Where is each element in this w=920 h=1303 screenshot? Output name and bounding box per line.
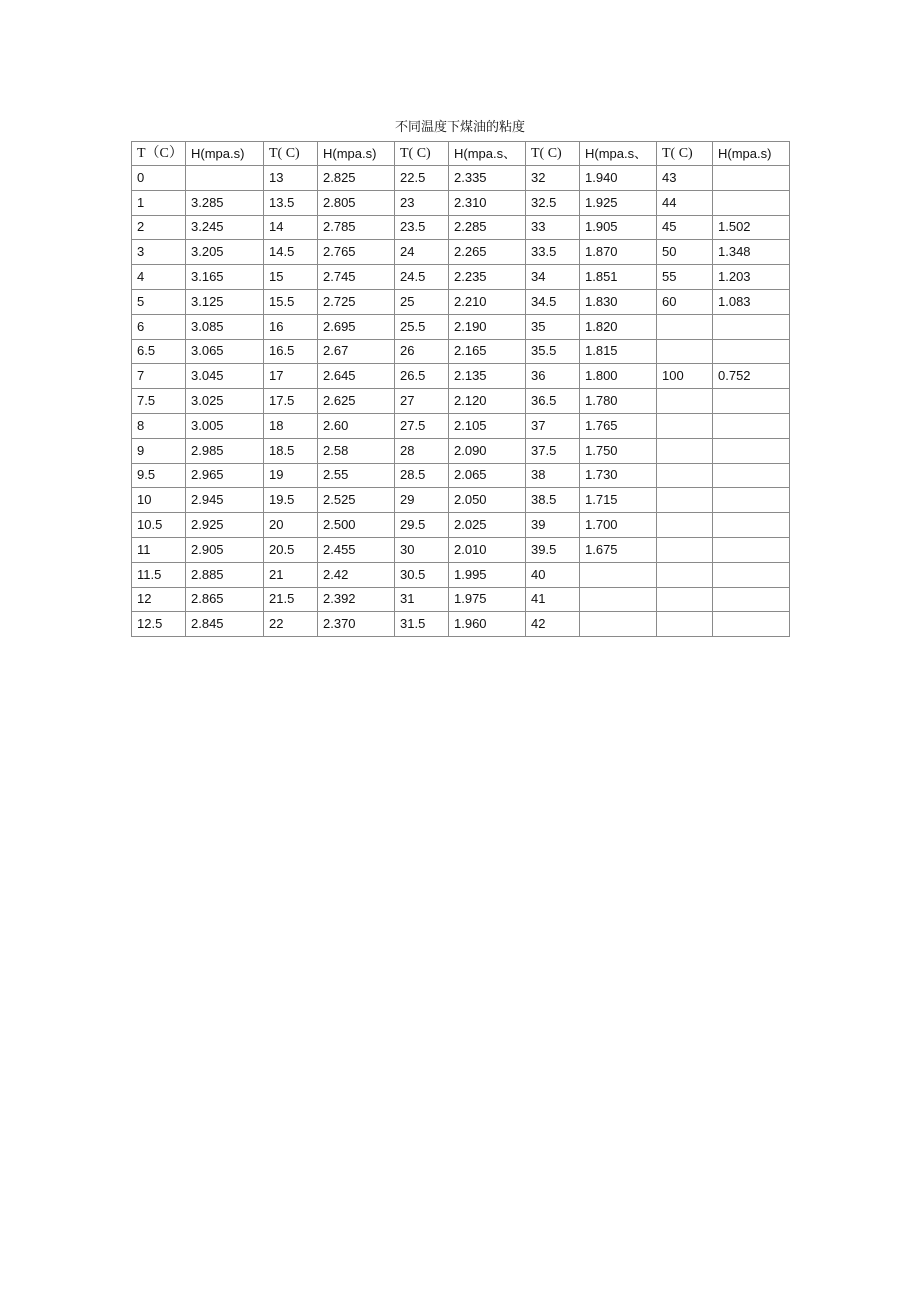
viscosity-cell	[713, 612, 790, 637]
viscosity-cell: 2.67	[318, 339, 395, 364]
temperature-cell: 5	[132, 289, 186, 314]
temperature-cell: 26.5	[395, 364, 449, 389]
viscosity-cell: 3.245	[186, 215, 264, 240]
temperature-cell: 9.5	[132, 463, 186, 488]
temperature-cell: 15.5	[264, 289, 318, 314]
table-row	[132, 339, 790, 364]
viscosity-cell: 3.045	[186, 364, 264, 389]
viscosity-cell: 2.645	[318, 364, 395, 389]
temperature-cell: 11	[132, 537, 186, 562]
temperature-cell: 18	[264, 413, 318, 438]
temperature-cell: 8	[132, 413, 186, 438]
header-viscosity: H(mpa.s)	[186, 142, 264, 166]
viscosity-cell: 2.42	[318, 562, 395, 587]
viscosity-cell: 1.675	[580, 537, 657, 562]
viscosity-cell: 1.203	[713, 265, 790, 290]
temperature-cell	[657, 612, 713, 637]
viscosity-cell: 2.135	[449, 364, 526, 389]
temperature-cell: 7.5	[132, 389, 186, 414]
temperature-cell: 22	[264, 612, 318, 637]
temperature-cell: 42	[526, 612, 580, 637]
viscosity-cell: 1.870	[580, 240, 657, 265]
temperature-cell: 10	[132, 488, 186, 513]
viscosity-cell	[713, 339, 790, 364]
viscosity-cell: 2.105	[449, 413, 526, 438]
temperature-cell: 60	[657, 289, 713, 314]
table-row	[132, 537, 790, 562]
viscosity-cell: 2.985	[186, 438, 264, 463]
header-temperature: T( C)	[264, 142, 318, 166]
temperature-cell: 16.5	[264, 339, 318, 364]
viscosity-cell: 1.940	[580, 166, 657, 191]
header-viscosity: H(mpa.s)	[713, 142, 790, 166]
viscosity-cell: 2.120	[449, 389, 526, 414]
table-row	[132, 314, 790, 339]
viscosity-cell: 2.765	[318, 240, 395, 265]
viscosity-cell: 2.235	[449, 265, 526, 290]
viscosity-cell: 2.55	[318, 463, 395, 488]
temperature-cell	[657, 562, 713, 587]
viscosity-cell: 3.025	[186, 389, 264, 414]
temperature-cell: 2	[132, 215, 186, 240]
header-temperature: T（C）	[132, 142, 186, 166]
temperature-cell: 21	[264, 562, 318, 587]
viscosity-cell: 2.925	[186, 513, 264, 538]
temperature-cell: 21.5	[264, 587, 318, 612]
header-temperature: T( C)	[526, 142, 580, 166]
temperature-cell: 37.5	[526, 438, 580, 463]
viscosity-cell: 1.995	[449, 562, 526, 587]
temperature-cell: 13	[264, 166, 318, 191]
header-viscosity: H(mpa.s)	[318, 142, 395, 166]
viscosity-cell: 1.975	[449, 587, 526, 612]
viscosity-cell: 1.960	[449, 612, 526, 637]
temperature-cell: 37	[526, 413, 580, 438]
table-row	[132, 215, 790, 240]
temperature-cell: 29	[395, 488, 449, 513]
table-row	[132, 190, 790, 215]
viscosity-cell	[713, 166, 790, 191]
temperature-cell: 40	[526, 562, 580, 587]
temperature-cell: 1	[132, 190, 186, 215]
temperature-cell: 38	[526, 463, 580, 488]
temperature-cell: 4	[132, 265, 186, 290]
temperature-cell: 45	[657, 215, 713, 240]
viscosity-cell	[580, 612, 657, 637]
table-row	[132, 612, 790, 637]
viscosity-cell	[580, 587, 657, 612]
viscosity-cell: 2.745	[318, 265, 395, 290]
viscosity-cell: 3.205	[186, 240, 264, 265]
temperature-cell	[657, 463, 713, 488]
temperature-cell	[657, 339, 713, 364]
temperature-cell: 27	[395, 389, 449, 414]
temperature-cell: 26	[395, 339, 449, 364]
temperature-cell: 43	[657, 166, 713, 191]
temperature-cell: 39.5	[526, 537, 580, 562]
viscosity-cell: 2.065	[449, 463, 526, 488]
temperature-cell: 19	[264, 463, 318, 488]
viscosity-cell: 3.125	[186, 289, 264, 314]
viscosity-cell: 1.750	[580, 438, 657, 463]
table-row	[132, 166, 790, 191]
temperature-cell	[657, 537, 713, 562]
header-row	[132, 142, 790, 166]
temperature-cell: 20	[264, 513, 318, 538]
viscosity-cell: 2.010	[449, 537, 526, 562]
viscosity-cell: 1.502	[713, 215, 790, 240]
viscosity-cell	[713, 537, 790, 562]
temperature-cell: 50	[657, 240, 713, 265]
viscosity-cell: 2.090	[449, 438, 526, 463]
viscosity-cell: 1.925	[580, 190, 657, 215]
viscosity-cell: 2.500	[318, 513, 395, 538]
viscosity-cell	[713, 314, 790, 339]
viscosity-cell: 2.285	[449, 215, 526, 240]
temperature-cell: 32	[526, 166, 580, 191]
temperature-cell: 25	[395, 289, 449, 314]
temperature-cell	[657, 413, 713, 438]
temperature-cell: 0	[132, 166, 186, 191]
viscosity-cell: 2.310	[449, 190, 526, 215]
table-row	[132, 513, 790, 538]
temperature-cell: 17.5	[264, 389, 318, 414]
viscosity-cell: 2.525	[318, 488, 395, 513]
temperature-cell: 6.5	[132, 339, 186, 364]
table-title: 不同温度下煤油的粘度	[394, 120, 525, 135]
temperature-cell: 38.5	[526, 488, 580, 513]
viscosity-cell: 3.005	[186, 413, 264, 438]
table-row	[132, 463, 790, 488]
temperature-cell: 24	[395, 240, 449, 265]
temperature-cell: 27.5	[395, 413, 449, 438]
temperature-cell: 20.5	[264, 537, 318, 562]
temperature-cell: 30	[395, 537, 449, 562]
temperature-cell	[657, 513, 713, 538]
temperature-cell: 23	[395, 190, 449, 215]
temperature-cell: 28	[395, 438, 449, 463]
temperature-cell: 39	[526, 513, 580, 538]
table-row	[132, 413, 790, 438]
header-temperature: T( C)	[395, 142, 449, 166]
viscosity-cell: 1.700	[580, 513, 657, 538]
table-row	[132, 587, 790, 612]
temperature-cell: 30.5	[395, 562, 449, 587]
temperature-cell: 36	[526, 364, 580, 389]
temperature-cell	[657, 389, 713, 414]
temperature-cell: 18.5	[264, 438, 318, 463]
header-viscosity: H(mpa.s、	[580, 142, 657, 166]
viscosity-cell: 2.165	[449, 339, 526, 364]
temperature-cell: 32.5	[526, 190, 580, 215]
viscosity-cell	[186, 166, 264, 191]
viscosity-cell: 1.830	[580, 289, 657, 314]
temperature-cell: 44	[657, 190, 713, 215]
viscosity-cell: 2.025	[449, 513, 526, 538]
temperature-cell	[657, 488, 713, 513]
viscosity-cell	[580, 562, 657, 587]
viscosity-cell: 2.785	[318, 215, 395, 240]
viscosity-cell: 2.60	[318, 413, 395, 438]
viscosity-cell: 1.905	[580, 215, 657, 240]
temperature-cell: 35	[526, 314, 580, 339]
viscosity-cell: 2.905	[186, 537, 264, 562]
viscosity-cell: 1.820	[580, 314, 657, 339]
viscosity-cell: 2.805	[318, 190, 395, 215]
viscosity-cell: 2.965	[186, 463, 264, 488]
viscosity-cell: 1.083	[713, 289, 790, 314]
header-temperature: T( C)	[657, 142, 713, 166]
viscosity-cell: 2.725	[318, 289, 395, 314]
viscosity-cell: 1.780	[580, 389, 657, 414]
viscosity-cell: 2.945	[186, 488, 264, 513]
viscosity-cell: 2.58	[318, 438, 395, 463]
viscosity-cell	[713, 488, 790, 513]
temperature-cell	[657, 587, 713, 612]
viscosity-cell: 2.885	[186, 562, 264, 587]
temperature-cell: 41	[526, 587, 580, 612]
viscosity-cell: 2.210	[449, 289, 526, 314]
viscosity-cell: 3.165	[186, 265, 264, 290]
temperature-cell: 35.5	[526, 339, 580, 364]
table-row	[132, 438, 790, 463]
table-row	[132, 389, 790, 414]
temperature-cell: 12	[132, 587, 186, 612]
viscosity-table	[131, 141, 790, 637]
temperature-cell: 28.5	[395, 463, 449, 488]
viscosity-cell: 1.348	[713, 240, 790, 265]
temperature-cell: 10.5	[132, 513, 186, 538]
temperature-cell: 23.5	[395, 215, 449, 240]
viscosity-cell: 1.730	[580, 463, 657, 488]
viscosity-cell: 2.865	[186, 587, 264, 612]
temperature-cell: 22.5	[395, 166, 449, 191]
viscosity-cell: 2.335	[449, 166, 526, 191]
viscosity-cell: 1.765	[580, 413, 657, 438]
viscosity-cell	[713, 513, 790, 538]
temperature-cell: 11.5	[132, 562, 186, 587]
viscosity-cell: 2.825	[318, 166, 395, 191]
viscosity-cell: 2.695	[318, 314, 395, 339]
viscosity-cell: 0.752	[713, 364, 790, 389]
temperature-cell: 17	[264, 364, 318, 389]
viscosity-cell: 1.715	[580, 488, 657, 513]
viscosity-cell: 2.265	[449, 240, 526, 265]
temperature-cell: 14	[264, 215, 318, 240]
table-body	[132, 142, 790, 637]
viscosity-cell: 2.625	[318, 389, 395, 414]
viscosity-cell: 2.190	[449, 314, 526, 339]
temperature-cell: 36.5	[526, 389, 580, 414]
viscosity-cell	[713, 587, 790, 612]
temperature-cell: 3	[132, 240, 186, 265]
temperature-cell: 19.5	[264, 488, 318, 513]
table-row	[132, 289, 790, 314]
viscosity-cell: 3.285	[186, 190, 264, 215]
viscosity-cell: 2.845	[186, 612, 264, 637]
table-row	[132, 265, 790, 290]
viscosity-cell: 2.370	[318, 612, 395, 637]
viscosity-cell	[713, 389, 790, 414]
table-row	[132, 562, 790, 587]
temperature-cell: 6	[132, 314, 186, 339]
viscosity-cell: 1.800	[580, 364, 657, 389]
temperature-cell: 12.5	[132, 612, 186, 637]
temperature-cell: 34.5	[526, 289, 580, 314]
temperature-cell: 33.5	[526, 240, 580, 265]
temperature-cell: 16	[264, 314, 318, 339]
viscosity-cell	[713, 463, 790, 488]
temperature-cell: 15	[264, 265, 318, 290]
viscosity-cell	[713, 190, 790, 215]
table-row	[132, 240, 790, 265]
temperature-cell: 100	[657, 364, 713, 389]
temperature-cell: 9	[132, 438, 186, 463]
temperature-cell: 13.5	[264, 190, 318, 215]
viscosity-cell: 1.851	[580, 265, 657, 290]
temperature-cell: 33	[526, 215, 580, 240]
viscosity-cell: 3.065	[186, 339, 264, 364]
temperature-cell: 25.5	[395, 314, 449, 339]
table-row	[132, 364, 790, 389]
viscosity-cell	[713, 438, 790, 463]
temperature-cell: 24.5	[395, 265, 449, 290]
viscosity-cell: 2.455	[318, 537, 395, 562]
viscosity-cell	[713, 562, 790, 587]
header-viscosity: H(mpa.s、	[449, 142, 526, 166]
temperature-cell	[657, 314, 713, 339]
viscosity-cell: 1.815	[580, 339, 657, 364]
temperature-cell: 31	[395, 587, 449, 612]
temperature-cell: 34	[526, 265, 580, 290]
temperature-cell: 55	[657, 265, 713, 290]
viscosity-cell: 3.085	[186, 314, 264, 339]
viscosity-cell: 2.392	[318, 587, 395, 612]
temperature-cell: 14.5	[264, 240, 318, 265]
temperature-cell: 7	[132, 364, 186, 389]
viscosity-cell: 2.050	[449, 488, 526, 513]
temperature-cell	[657, 438, 713, 463]
temperature-cell: 31.5	[395, 612, 449, 637]
viscosity-cell	[713, 413, 790, 438]
table-row	[132, 488, 790, 513]
temperature-cell: 29.5	[395, 513, 449, 538]
